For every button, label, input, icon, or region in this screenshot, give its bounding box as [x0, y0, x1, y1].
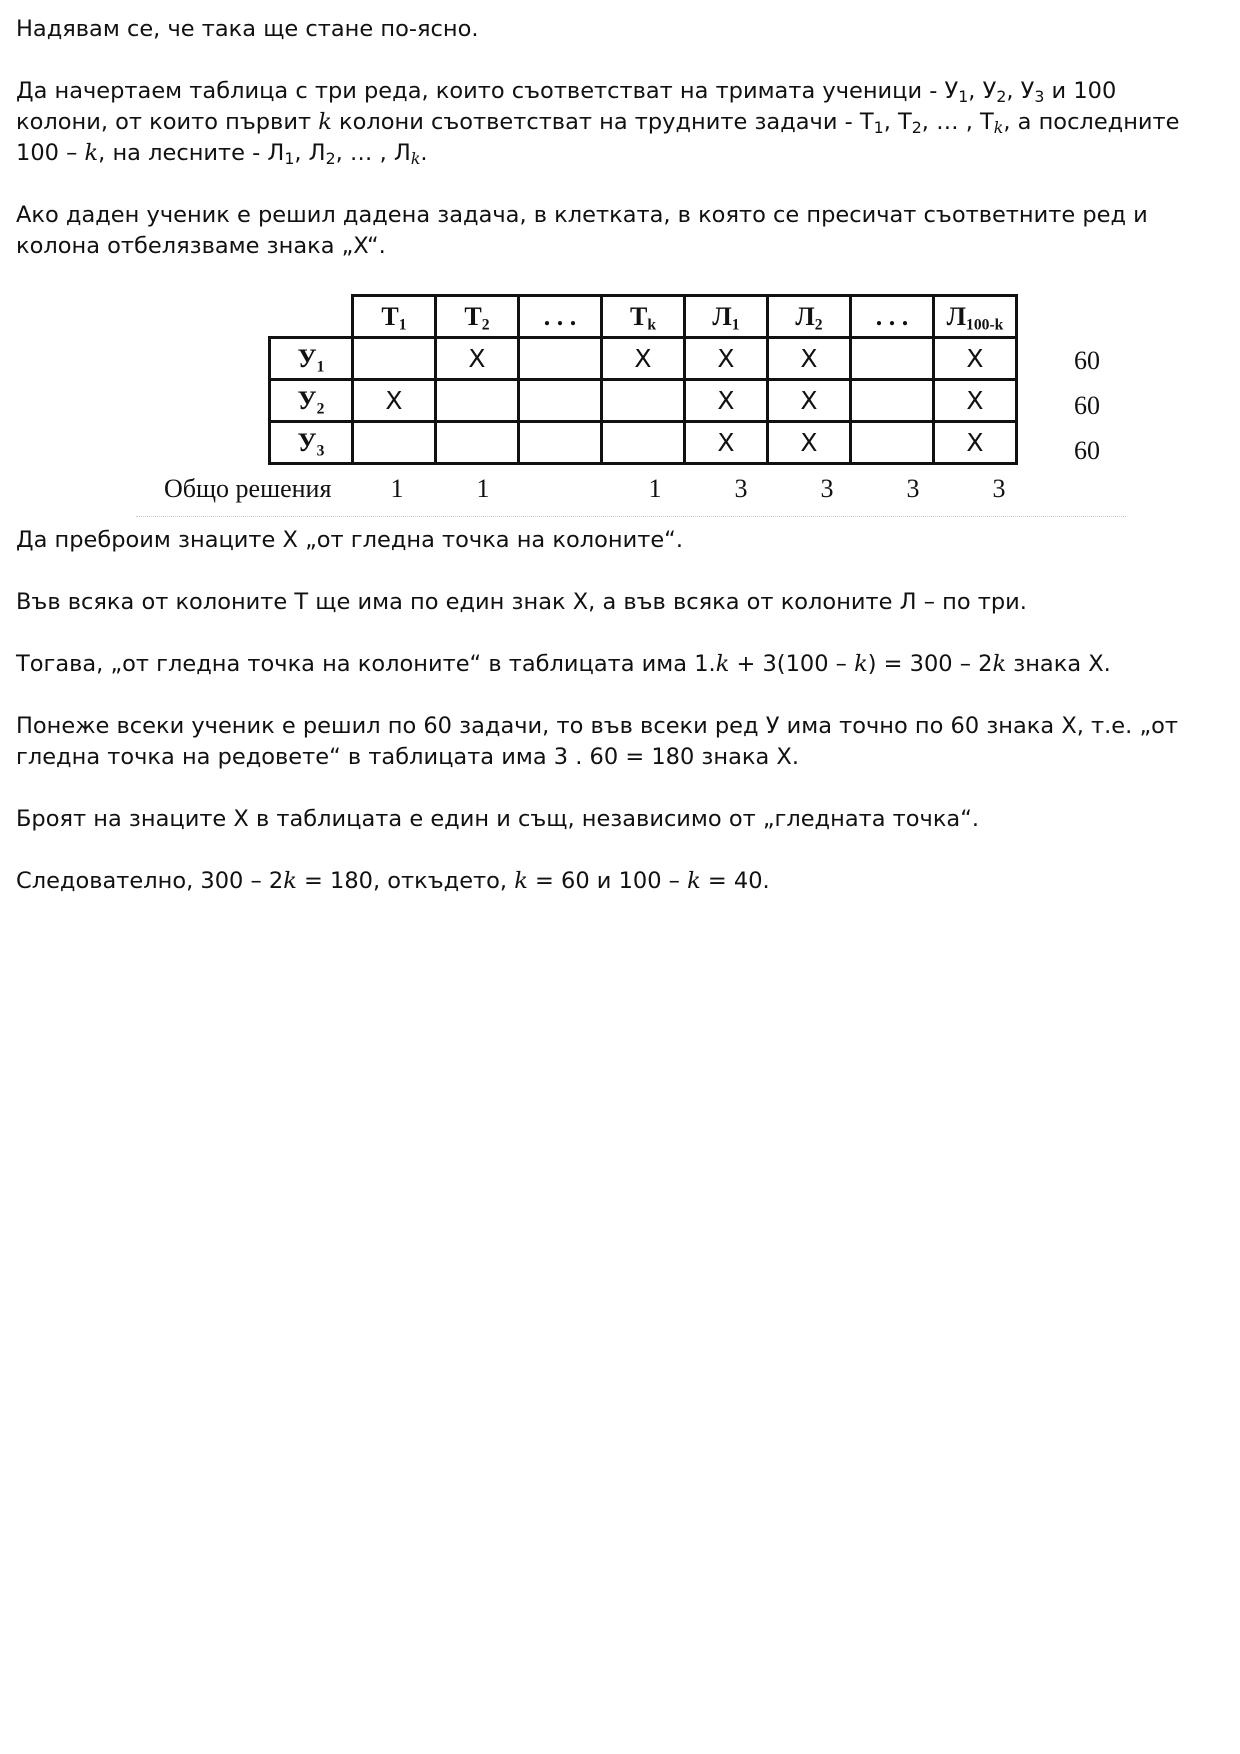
table-row	[270, 380, 1017, 422]
text-line: Понеже всеки ученик е решил по 60 задачи, то във всеки ред У има точно по 60 знака X, т.е. „от	[16, 713, 1178, 739]
table-cell	[353, 338, 436, 380]
table-cell	[519, 380, 602, 422]
paragraph-column-equation	[16, 649, 1224, 680]
text-line: Броят на знаците X в таблицата е един и същ, независимо от „гледната точка“.	[16, 806, 980, 832]
table-cell	[602, 380, 685, 422]
text-line: колона отбелязваме знака „X“.	[16, 233, 386, 259]
table-cell: X	[685, 380, 768, 422]
table-cell: X	[768, 338, 851, 380]
column-header: $Л_2$	[768, 296, 851, 338]
table-cell	[851, 338, 934, 380]
table-cell	[436, 380, 519, 422]
row-sum: 60	[1074, 346, 1100, 375]
row-sum: 60	[1074, 391, 1100, 420]
column-header: $Т_k$	[602, 296, 685, 338]
scan-divider	[136, 516, 1126, 517]
paragraph-intro	[16, 14, 1224, 45]
table-cell: X	[685, 338, 768, 380]
row-header: $У_3$	[270, 422, 353, 464]
table-cell: X	[934, 380, 1017, 422]
text-line: Да преброим знаците X „от гледна точка на колоните“.	[16, 527, 683, 553]
column-total: 1	[648, 474, 662, 503]
paragraph-conclusion	[16, 866, 1224, 897]
table-cell: X	[353, 380, 436, 422]
paragraph-count-columns	[16, 525, 1224, 556]
table-cell	[519, 422, 602, 464]
text-line: Във всяка от колоните Т ще има по един знак X, а във всяка от колоните Л – по три.	[16, 589, 1027, 615]
column-total: 1	[476, 474, 490, 503]
column-total: 3	[906, 474, 920, 503]
totals-label: Общо решения	[164, 474, 332, 503]
column-header: . . .	[519, 296, 602, 338]
table-cell: X	[934, 422, 1017, 464]
column-header: $Л_{100-k}$	[934, 296, 1017, 338]
text-line: гледна точка на редовете“ в таблицата има 3 . 60 = 180 знака X.	[16, 744, 799, 770]
column-total: 3	[992, 474, 1006, 503]
table-cell: X	[768, 422, 851, 464]
table-row	[270, 338, 1017, 380]
table-cell: X	[934, 338, 1017, 380]
column-header: . . .	[851, 296, 934, 338]
text-line: колони, от които първит k колони съответстват на трудните задачи - $Т_1$, $Т_2$, … , $Т_k$, а последните	[16, 109, 1180, 137]
table-cell: X	[685, 422, 768, 464]
table-corner	[270, 296, 353, 338]
text-line: Тогава, „от гледна точка на колоните“ в таблицата има 1.k + 3(100 – k) = 300 – 2k знака X.	[16, 651, 1111, 677]
text-line: 100 – k, на лесните - $Л_1$, $Л_2$, … , $Л_k$.	[16, 140, 428, 168]
column-total: 1	[390, 474, 404, 503]
solutions-table	[268, 294, 1018, 465]
row-header: $У_2$	[270, 380, 353, 422]
table-cell	[851, 422, 934, 464]
column-total: 3	[820, 474, 834, 503]
paragraph-table-setup	[16, 76, 1224, 169]
column-header: $Т_2$	[436, 296, 519, 338]
table-cell: X	[602, 338, 685, 380]
paragraph-same-count	[16, 804, 1224, 835]
column-total: 3	[734, 474, 748, 503]
table-cell	[353, 422, 436, 464]
column-header: $Л_1$	[685, 296, 768, 338]
row-header: $У_1$	[270, 338, 353, 380]
table-row	[270, 422, 1017, 464]
text-line: Надявам се, че така ще стане по-ясно.	[16, 16, 479, 42]
solutions-table-figure	[16, 262, 1224, 503]
text-line: Да начертаем таблица с три реда, които съответстват на тримата ученици - $У_1$, $У_2$, $У_3$ и 100	[16, 78, 1117, 106]
row-sum: 60	[1074, 436, 1100, 465]
column-header: $Т_1$	[353, 296, 436, 338]
table-cell	[519, 338, 602, 380]
table-header-row	[270, 296, 1017, 338]
table-cell	[602, 422, 685, 464]
paragraph-column-marks	[16, 587, 1224, 618]
text-line: Следователно, 300 – 2k = 180, откъдето, k = 60 и 100 – k = 40.	[16, 868, 770, 894]
paragraph-row-count	[16, 711, 1224, 773]
table-cell: X	[436, 338, 519, 380]
document-page	[16, 14, 1224, 897]
table-cell	[436, 422, 519, 464]
paragraph-marking-rule	[16, 200, 1224, 262]
table-cell	[851, 380, 934, 422]
table-cell: X	[768, 380, 851, 422]
text-line: Ако даден ученик е решил дадена задача, в клетката, в която се пресичат съответните ред и	[16, 202, 1148, 228]
